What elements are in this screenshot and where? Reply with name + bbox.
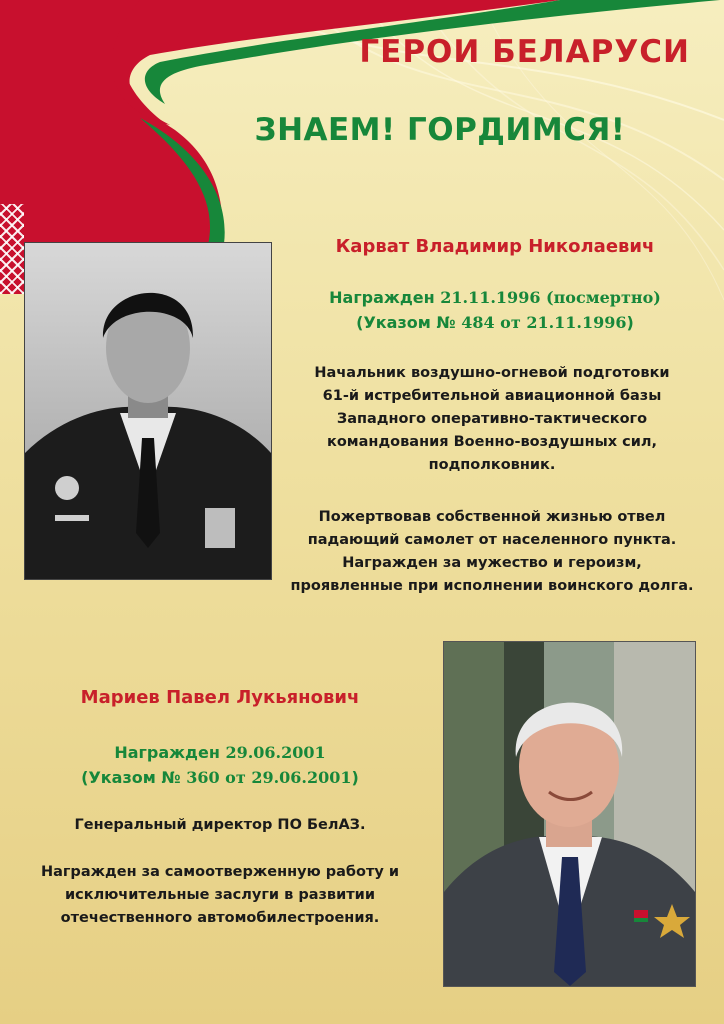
- hero-2-deed: Награжден за самоотверженную работу и исключительные заслуги в развитии отечественного автомобилестроения.: [40, 864, 400, 926]
- hero-1-award-decree-line: (Указом № 484 от 21.11.1996): [356, 313, 634, 332]
- page-title: ГЕРОИ БЕЛАРУСИ: [359, 34, 690, 70]
- hero-1-award: [285, 285, 705, 335]
- ornament-strip: [0, 204, 24, 294]
- hero-1-deed: Пожертвовав собственной жизнью отвел падающий самолет от населенного пункта. Награжден за мужество и героизм, проявленные при исполнении воинского долга.: [290, 509, 694, 594]
- hero-1-photo: [24, 242, 272, 580]
- hero-1-award-date-line: Награжден 21.11.1996 (посмертно): [329, 288, 661, 307]
- page-slogan: ЗНАЕМ! ГОРДИМСЯ!: [254, 112, 626, 148]
- hero-2-award-date-line: Награжден 29.06.2001: [114, 743, 326, 762]
- hero-2-position: Генеральный директор ПО БелАЗ.: [74, 817, 366, 833]
- hero-2-award-decree-line: (Указом № 360 от 29.06.2001): [81, 768, 359, 787]
- hero-2-photo: [443, 641, 696, 987]
- hero-1-name: Карват Владимир Николаевич: [335, 236, 655, 257]
- hero-2-name: Мариев Павел Лукьянович: [80, 687, 360, 708]
- hero-1-position: Начальник воздушно-огневой подготовки 61-й истребительной авиационной базы Западного оперативно-тактического командования Военно-воздушных сил, подполковник.: [314, 365, 670, 473]
- hero-2-award: [20, 740, 420, 790]
